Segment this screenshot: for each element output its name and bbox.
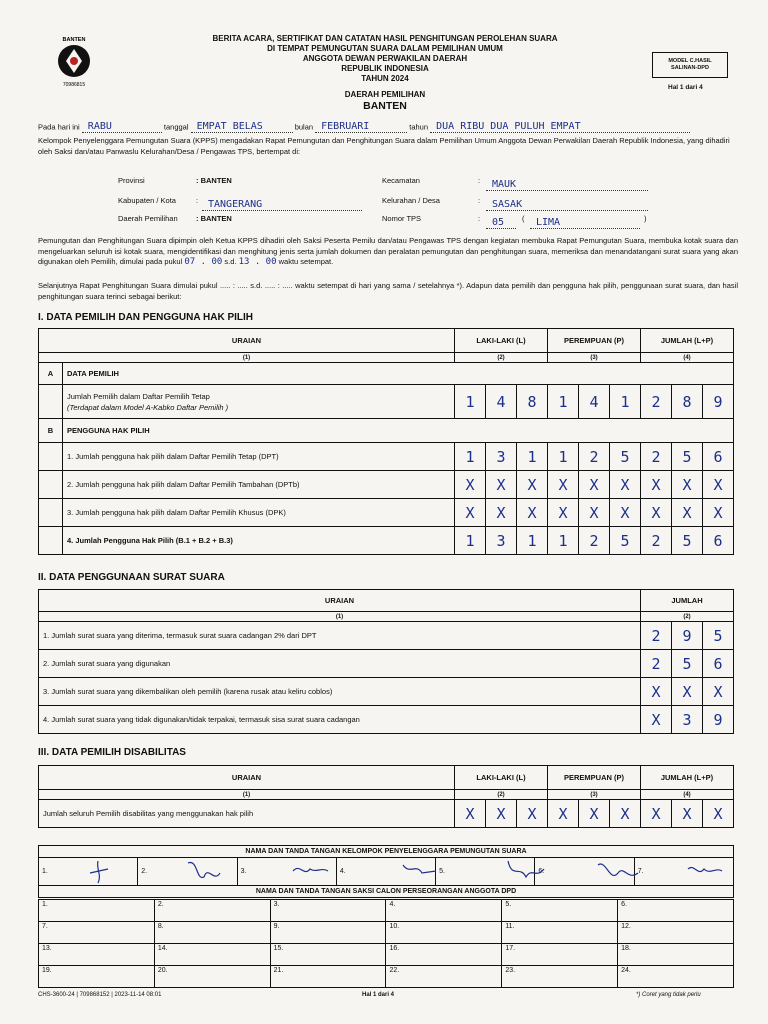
dapil-label: DAERAH PEMILIHAN bbox=[344, 90, 426, 99]
tahun-value: DUA RIBU DUA PULUH EMPAT bbox=[436, 120, 581, 132]
ballot-usage-table bbox=[38, 589, 734, 734]
col-p: PEREMPUAN (P) bbox=[548, 766, 641, 790]
digit-cell: X bbox=[703, 471, 734, 499]
digit-cell: 9 bbox=[672, 622, 703, 650]
sig-num: 21. bbox=[270, 966, 386, 988]
digit-cell: X bbox=[579, 499, 610, 527]
digit-cell: 1 bbox=[548, 527, 579, 555]
document-header bbox=[150, 34, 620, 113]
sig-num: 5. bbox=[439, 868, 445, 875]
digit-cell: 2 bbox=[579, 527, 610, 555]
provinsi-label: Provinsi bbox=[118, 176, 145, 185]
section-b-title: PENGGUNA HAK PILIH bbox=[63, 419, 734, 443]
digit-cell: X bbox=[641, 471, 672, 499]
section-a: A bbox=[39, 363, 63, 385]
sig-num: 19. bbox=[39, 966, 155, 988]
row-sublabel: (Terdapat dalam Model A-Kabko Daftar Pemilih ) bbox=[67, 402, 229, 412]
table-row bbox=[39, 622, 734, 650]
header-line: ANGGOTA DEWAN PERWAKILAN DAERAH bbox=[302, 54, 468, 63]
sig-num: 16. bbox=[386, 944, 502, 966]
disability-table bbox=[38, 765, 734, 828]
digit-cell: X bbox=[641, 678, 672, 706]
p1-text: Pemungutan dan Penghitungan Suara dipimpin oleh Ketua KPPS dihadiri oleh Saksi Peserta Pemilu dan/atau Pengawas TPS dengan kegiatan membuka Rapat Pemungutan Suara, membuka kotak suara dan mengeluarkan seluruh isi kotak suara, mengidentifikasi dan menghitung jenis serta jumlah dokumen dan peralatan pemungutan dan penghitungan suara, memeriksa dan menandatangani surat suara yang akan digunakan oleh Pemilih, dimulai pada pukul bbox=[38, 236, 738, 266]
dapil-name: BANTEN bbox=[363, 100, 407, 112]
row-label: Jumlah seluruh Pemilih disabilitas yang menggunakan hak pilih bbox=[39, 800, 455, 828]
col-num: (1) bbox=[39, 612, 641, 622]
sig-num: 1. bbox=[42, 868, 48, 875]
signature-scribbles bbox=[38, 855, 734, 889]
digit-cell: 5 bbox=[703, 622, 734, 650]
col-num: (3) bbox=[548, 353, 641, 363]
digit-cell: X bbox=[610, 471, 641, 499]
row-label: 3. Jumlah surat suara yang dikembalikan oleh pemilih (karena rusak atau keliru coblos) bbox=[39, 678, 641, 706]
bulan-value: FEBRUARI bbox=[321, 120, 370, 132]
digit-cell: X bbox=[579, 800, 610, 828]
sig-num: 10. bbox=[386, 922, 502, 944]
digit-cell: X bbox=[455, 800, 486, 828]
digit-cell: 2 bbox=[641, 650, 672, 678]
sig-num: 24. bbox=[618, 966, 734, 988]
digit-cell: 5 bbox=[672, 443, 703, 471]
digit-cell: 8 bbox=[517, 385, 548, 419]
digit-cell: 2 bbox=[579, 443, 610, 471]
row-label: Jumlah Pemilih dalam Daftar Pemilih Tetap bbox=[67, 391, 210, 401]
tps-words: LIMA bbox=[536, 217, 561, 228]
header-line: REPUBLIK INDONESIA bbox=[341, 64, 429, 73]
digit-cell: 5 bbox=[610, 527, 641, 555]
digit-cell: 6 bbox=[703, 650, 734, 678]
p1-end: waktu setempat. bbox=[278, 257, 334, 266]
col-num: (2) bbox=[455, 790, 548, 800]
tanggal-value: EMPAT BELAS bbox=[196, 120, 263, 132]
digit-cell: X bbox=[517, 471, 548, 499]
header-line: TAHUN 2024 bbox=[361, 74, 409, 83]
sig-num: 7. bbox=[637, 868, 644, 875]
digit-cell: X bbox=[517, 499, 548, 527]
digit-cell: X bbox=[703, 800, 734, 828]
kec-value: MAUK bbox=[492, 179, 517, 190]
sig-num: 3. bbox=[270, 900, 386, 922]
digit-cell: 2 bbox=[641, 443, 672, 471]
col-l: LAKI-LAKI (L) bbox=[455, 766, 548, 790]
digit-cell: X bbox=[672, 800, 703, 828]
kab-label: Kabupaten / Kota bbox=[118, 196, 176, 205]
end-time: 13 . 00 bbox=[238, 257, 277, 267]
saksi-signature-table bbox=[38, 899, 734, 988]
header-line: DI TEMPAT PEMUNGUTAN SUARA DALAM PEMILIHAN UMUM bbox=[267, 44, 503, 53]
sig-num: 17. bbox=[502, 944, 618, 966]
section-3-title: III. DATA PEMILIH DISABILITAS bbox=[38, 747, 186, 758]
digit-cell: X bbox=[486, 800, 517, 828]
kec-label: Kecamatan bbox=[382, 176, 420, 185]
sig-num: 4. bbox=[386, 900, 502, 922]
digit-cell: 5 bbox=[610, 443, 641, 471]
sig-num: 3. bbox=[240, 868, 247, 875]
digit-cell: X bbox=[548, 499, 579, 527]
col-num: (1) bbox=[39, 790, 455, 800]
col-num: (1) bbox=[39, 353, 455, 363]
digit-cell: X bbox=[703, 678, 734, 706]
sd-label: s.d. bbox=[224, 257, 237, 266]
table-row bbox=[39, 800, 734, 828]
digit-cell: 1 bbox=[455, 443, 486, 471]
sig-num: 8. bbox=[154, 922, 270, 944]
desa-value: SASAK bbox=[492, 199, 523, 210]
sig-num: 6. bbox=[618, 900, 734, 922]
digit-cell: 4 bbox=[579, 385, 610, 419]
digit-cell: X bbox=[672, 471, 703, 499]
digit-cell: 1 bbox=[455, 385, 486, 419]
row-label: 1. Jumlah pengguna hak pilih dalam Daftar Pemilih Tetap (DPT) bbox=[63, 443, 455, 471]
digit-cell: 3 bbox=[672, 706, 703, 734]
digit-cell: X bbox=[579, 471, 610, 499]
provinsi-value: : BANTEN bbox=[196, 176, 232, 185]
digit-cell: X bbox=[672, 678, 703, 706]
sig-num: 12. bbox=[618, 922, 734, 944]
sig-num: 18. bbox=[618, 944, 734, 966]
digit-cell: X bbox=[486, 471, 517, 499]
model-line: SALINAN-DPD bbox=[671, 65, 709, 71]
table-row bbox=[39, 471, 734, 499]
sig-num: 5. bbox=[502, 900, 618, 922]
row-label: 4. Jumlah Pengguna Hak Pilih (B.1 + B.2 + B.3) bbox=[63, 527, 455, 555]
svg-text:70986815: 70986815 bbox=[62, 82, 86, 88]
sig-num: 9. bbox=[270, 922, 386, 944]
col-l: LAKI-LAKI (L) bbox=[455, 329, 548, 353]
label: tanggal bbox=[163, 122, 189, 132]
col-p: PEREMPUAN (P) bbox=[548, 329, 641, 353]
paragraph-2: Selanjutnya Rapat Penghitungan Suara dimulai pukul ..... : ..... s.d. ..... : ..... waktu setempat di hari yang sama / setelahnya *). Adapun data pemilih dan pengguna hak pilih, penggunaan surat suara, dan hasil penghitungan suara terinci sebagai berikut: bbox=[38, 281, 738, 301]
label: bulan bbox=[294, 122, 314, 132]
digit-cell: X bbox=[610, 800, 641, 828]
saksi-title: NAMA DAN TANDA TANGAN SAKSI CALON PERSEORANGAN ANGGOTA DPD bbox=[39, 886, 734, 898]
table-row bbox=[39, 385, 734, 419]
sig-num: 20. bbox=[154, 966, 270, 988]
row-label: 2. Jumlah surat suara yang digunakan bbox=[39, 650, 641, 678]
digit-cell: 9 bbox=[703, 706, 734, 734]
model-line: MODEL C.HASIL bbox=[668, 58, 712, 64]
label: Pada hari ini bbox=[38, 122, 80, 132]
col-num: (4) bbox=[641, 353, 734, 363]
header-line: BERITA ACARA, SERTIFIKAT DAN CATATAN HASIL PENGHITUNGAN PEROLEHAN SUARA bbox=[212, 34, 558, 43]
kpps-title: NAMA DAN TANDA TANGAN KELOMPOK PENYELENGGARA PEMUNGUTAN SUARA bbox=[39, 846, 734, 858]
sig-num: 7. bbox=[39, 922, 155, 944]
table-row bbox=[39, 527, 734, 555]
digit-cell: 1 bbox=[548, 443, 579, 471]
col-j: JUMLAH (L+P) bbox=[641, 329, 734, 353]
digit-cell: 9 bbox=[703, 385, 734, 419]
sig-num: 2. bbox=[141, 868, 148, 875]
sig-num: 2. bbox=[154, 900, 270, 922]
digit-cell: X bbox=[455, 471, 486, 499]
digit-cell: 4 bbox=[486, 385, 517, 419]
col-uraian: URAIAN bbox=[39, 590, 641, 612]
row-label: 2. Jumlah pengguna hak pilih dalam Daftar Pemilih Tambahan (DPTb) bbox=[63, 471, 455, 499]
sig-num: 6. bbox=[538, 868, 545, 875]
sig-num: 23. bbox=[502, 966, 618, 988]
col-num: (2) bbox=[455, 353, 548, 363]
digit-cell: X bbox=[703, 499, 734, 527]
page-number-top: Hal 1 dari 4 bbox=[668, 84, 703, 91]
footer-note: *) Coret yang tidak perlu bbox=[636, 992, 701, 998]
section-1-title: I. DATA PEMILIH DAN PENGGUNA HAK PILIH bbox=[38, 312, 253, 323]
digit-cell: X bbox=[455, 499, 486, 527]
sig-num: 14. bbox=[154, 944, 270, 966]
col-j: JUMLAH (L+P) bbox=[641, 766, 734, 790]
tps-value: 05 bbox=[492, 217, 505, 228]
digit-cell: 1 bbox=[517, 443, 548, 471]
sig-num: 4. bbox=[339, 868, 346, 875]
digit-cell: 1 bbox=[610, 385, 641, 419]
section-a-title: DATA PEMILIH bbox=[63, 363, 734, 385]
digit-cell: 1 bbox=[517, 527, 548, 555]
kpu-logo bbox=[52, 34, 96, 88]
paragraph-1 bbox=[38, 236, 738, 268]
table-row bbox=[39, 706, 734, 734]
digit-cell: X bbox=[641, 706, 672, 734]
sig-num: 22. bbox=[386, 966, 502, 988]
col-uraian: URAIAN bbox=[39, 766, 455, 790]
opening-text: Kelompok Penyelenggara Pemungutan Suara (KPPS) mengadakan Rapat Pemungutan dan Penghitungan Suara dalam Pemilihan Umum Anggota Dewan Perwakilan Daerah Republik Indonesia, yang dihadiri oleh Saksi dan/atau Panwaslu Kelurahan/Desa / Pengawas TPS, bertempat di: bbox=[38, 136, 730, 156]
hari-value: RABU bbox=[87, 120, 112, 132]
desa-label: Kelurahan / Desa bbox=[382, 196, 440, 205]
digit-cell: 2 bbox=[641, 385, 672, 419]
section-2-title: II. DATA PENGGUNAAN SURAT SUARA bbox=[38, 572, 225, 583]
digit-cell: 8 bbox=[672, 385, 703, 419]
kab-value: TANGERANG bbox=[208, 199, 263, 210]
digit-cell: X bbox=[548, 471, 579, 499]
digit-cell: 6 bbox=[703, 527, 734, 555]
digit-cell: 3 bbox=[486, 527, 517, 555]
svg-text:BANTEN: BANTEN bbox=[62, 37, 86, 43]
digit-cell: 2 bbox=[641, 622, 672, 650]
digit-cell: 3 bbox=[486, 443, 517, 471]
digit-cell: 5 bbox=[672, 527, 703, 555]
dapil-label2: Daerah Pemilihan bbox=[118, 214, 178, 223]
sig-num: 15. bbox=[270, 944, 386, 966]
table-row bbox=[39, 678, 734, 706]
start-time: 07 . 00 bbox=[184, 257, 223, 267]
table-row bbox=[39, 499, 734, 527]
table-row bbox=[39, 443, 734, 471]
digit-cell: X bbox=[641, 800, 672, 828]
footer-code: CHS-3600-24 | 709868152 | 2023-11-14 08:01 bbox=[38, 992, 162, 998]
digit-cell: X bbox=[641, 499, 672, 527]
row-label: 1. Jumlah surat suara yang diterima, termasuk surat suara cadangan 2% dari DPT bbox=[39, 622, 641, 650]
digit-cell: X bbox=[486, 499, 517, 527]
opening-line bbox=[38, 122, 738, 133]
digit-cell: 2 bbox=[641, 527, 672, 555]
col-num: (4) bbox=[641, 790, 734, 800]
digit-cell: 6 bbox=[703, 443, 734, 471]
col-j: JUMLAH bbox=[641, 590, 734, 612]
sig-num: 13. bbox=[39, 944, 155, 966]
footer-page: Hal 1 dari 4 bbox=[362, 992, 395, 998]
label: tahun bbox=[409, 122, 429, 132]
digit-cell: 5 bbox=[672, 650, 703, 678]
digit-cell: X bbox=[672, 499, 703, 527]
tps-label: Nomor TPS bbox=[382, 214, 422, 223]
digit-cell: 1 bbox=[548, 385, 579, 419]
row-label: 4. Jumlah surat suara yang tidak digunakan/tidak terpakai, termasuk sisa surat suara cadangan bbox=[39, 706, 641, 734]
model-badge bbox=[652, 52, 728, 78]
row-label: 3. Jumlah pengguna hak pilih dalam Daftar Pemilih Khusus (DPK) bbox=[63, 499, 455, 527]
section-b: B bbox=[39, 419, 63, 443]
digit-cell: X bbox=[548, 800, 579, 828]
digit-cell: X bbox=[517, 800, 548, 828]
digit-cell: 1 bbox=[455, 527, 486, 555]
dapil-value: : BANTEN bbox=[196, 214, 232, 223]
col-num: (3) bbox=[548, 790, 641, 800]
col-uraian: URAIAN bbox=[39, 329, 455, 353]
digit-cell: X bbox=[610, 499, 641, 527]
sig-num: 11. bbox=[502, 922, 618, 944]
table-row bbox=[39, 650, 734, 678]
col-num: (2) bbox=[641, 612, 734, 622]
voter-data-table bbox=[38, 328, 734, 555]
sig-num: 1. bbox=[39, 900, 155, 922]
